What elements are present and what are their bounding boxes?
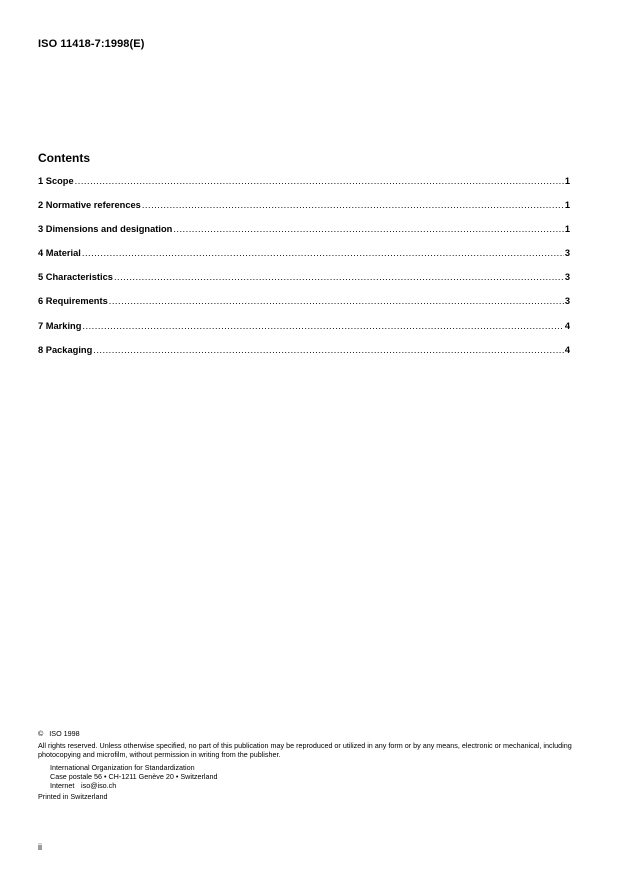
organization-name: International Organization for Standardization xyxy=(50,762,195,772)
email-link[interactable]: iso@iso.ch xyxy=(81,781,117,791)
copyright-notice xyxy=(38,729,578,801)
toc-entry-requirements[interactable] xyxy=(38,296,570,320)
toc-dot-leader xyxy=(142,200,564,210)
toc-entry-page: 3 xyxy=(564,248,570,259)
toc-entry-page: 4 xyxy=(564,320,570,331)
toc-dot-leader xyxy=(109,296,564,306)
toc-entry-title: 1 Scope xyxy=(38,176,74,186)
table-of-contents xyxy=(38,176,570,369)
document-header: ISO 11418-7:1998(E) xyxy=(38,38,145,50)
toc-entry-title: 3 Dimensions and designation xyxy=(38,224,173,235)
toc-entry-scope[interactable] xyxy=(38,176,570,200)
toc-entry-title: 5 Characteristics xyxy=(38,272,113,283)
toc-entry-page: 1 xyxy=(564,224,570,235)
toc-entry-material[interactable] xyxy=(38,248,570,272)
internet-label: Internet xyxy=(50,781,75,791)
page-number: ii xyxy=(38,842,42,852)
rights-statement: All rights reserved. Unless otherwise specified, no part of this publication may be reproduced or utilized in any form or by any means, electronic or mechanical, including photocopying and microfilm, without permission in writing from the publisher. xyxy=(38,741,572,760)
toc-entry-title: 2 Normative references xyxy=(38,200,141,211)
toc-dot-leader xyxy=(75,176,564,186)
toc-entry-page: 3 xyxy=(564,272,570,283)
toc-entry-characteristics[interactable] xyxy=(38,272,570,296)
toc-entry-marking[interactable] xyxy=(38,321,570,345)
toc-dot-leader xyxy=(173,224,564,234)
toc-entry-page: 1 xyxy=(564,176,570,186)
toc-dot-leader xyxy=(93,345,564,355)
toc-dot-leader xyxy=(82,248,564,258)
postal-address: Case postale 56 • CH-1211 Genève 20 • Switzerland xyxy=(50,771,218,781)
copyright-symbol: © xyxy=(38,729,44,738)
copyright-text: ISO 1998 xyxy=(49,729,80,738)
toc-entry-packaging[interactable] xyxy=(38,345,570,369)
publisher-address xyxy=(38,763,578,791)
toc-entry-title: 8 Packaging xyxy=(38,344,93,355)
toc-dot-leader xyxy=(114,272,564,282)
contents-heading: Contents xyxy=(38,151,90,165)
toc-entry-page: 3 xyxy=(564,296,570,307)
toc-entry-page: 4 xyxy=(564,344,570,355)
internet-line xyxy=(50,781,578,790)
toc-entry-normative-references[interactable] xyxy=(38,200,570,224)
toc-entry-title: 6 Requirements xyxy=(38,296,108,307)
copyright-line xyxy=(38,729,578,738)
toc-entry-title: 4 Material xyxy=(38,248,81,259)
toc-entry-page: 1 xyxy=(564,200,570,211)
toc-entry-title: 7 Marking xyxy=(38,320,82,331)
printed-in: Printed in Switzerland xyxy=(38,792,108,802)
toc-dot-leader xyxy=(82,321,563,331)
toc-entry-dimensions-designation[interactable] xyxy=(38,224,570,248)
